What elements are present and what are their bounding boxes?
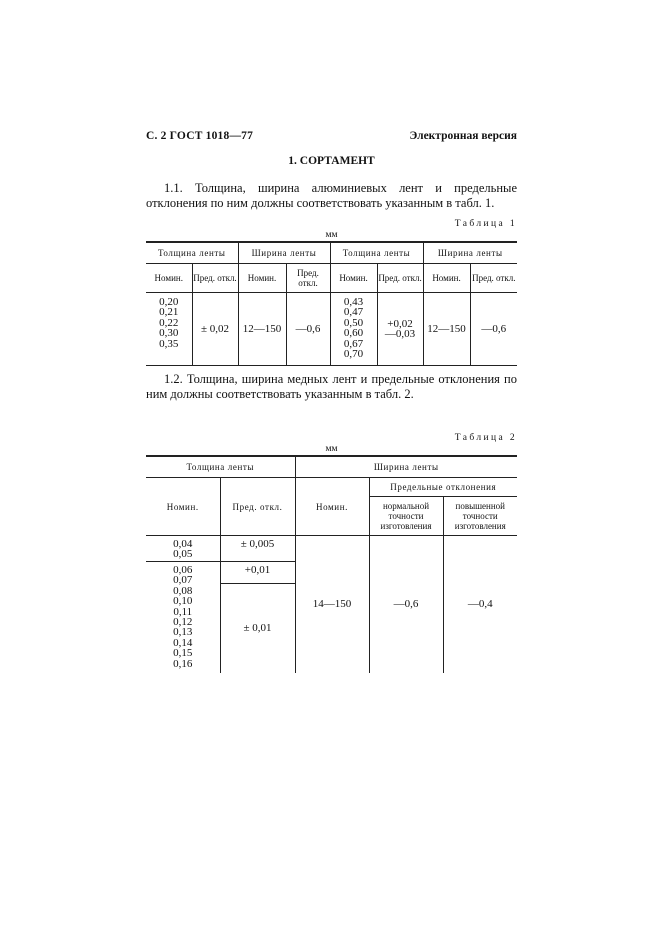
group-header: Толщина ленты bbox=[330, 242, 423, 264]
page-header-right: Электронная версия bbox=[409, 130, 517, 142]
table-cell: —0,6 bbox=[286, 293, 330, 366]
table-cell: 0,12 bbox=[173, 615, 193, 628]
table-cell: 0,67 bbox=[343, 337, 364, 350]
paragraph-number: 1.2. bbox=[164, 372, 183, 386]
deviation-cell bbox=[377, 293, 423, 366]
table-cell: —0,4 bbox=[443, 536, 517, 674]
thickness-values-cell bbox=[330, 293, 377, 366]
table-1 bbox=[146, 241, 517, 366]
table-cell: 0,15 bbox=[173, 647, 193, 660]
header-line: изготовления bbox=[454, 521, 506, 531]
table-1-units: мм bbox=[325, 230, 338, 240]
thickness-values-cell bbox=[146, 293, 192, 366]
group-header: Толщина ленты bbox=[146, 242, 238, 264]
section-title: 1. СОРТАМЕНТ bbox=[288, 155, 375, 167]
table-cell: 0,22 bbox=[159, 316, 179, 329]
table-cell: —0,6 bbox=[470, 293, 517, 366]
header-thickness: Толщина ленты bbox=[146, 456, 295, 478]
page-header-left: С. 2 ГОСТ 1018—77 bbox=[146, 130, 254, 142]
table-cell: 0,70 bbox=[343, 348, 364, 361]
table-cell: 0,16 bbox=[173, 657, 193, 670]
table-cell: 0,08 bbox=[173, 584, 193, 597]
paragraph-1-2 bbox=[146, 372, 517, 402]
table-cell: 0,04 bbox=[173, 538, 193, 550]
table-cell: +0,01 bbox=[220, 562, 295, 584]
subheader-nominal: Номин. bbox=[146, 478, 220, 536]
header-line: повышенной bbox=[455, 501, 505, 511]
subheader-width-deviations: Предельные отклонения bbox=[369, 478, 517, 497]
table-cell: 0,47 bbox=[343, 306, 364, 319]
table-cell: 0,11 bbox=[173, 605, 193, 618]
table-cell: 0,50 bbox=[343, 316, 364, 329]
paragraph-1-1 bbox=[146, 181, 517, 211]
header-line: изготовления bbox=[380, 521, 432, 531]
subheader-width-nominal: Номин. bbox=[295, 478, 369, 536]
normal-precision-header bbox=[369, 497, 443, 536]
paragraph-number: 1.1. bbox=[164, 181, 183, 195]
table-cell: 0,06 bbox=[173, 564, 193, 576]
group2-3-values bbox=[146, 562, 220, 674]
table-cell: 12—150 bbox=[238, 293, 286, 366]
subheader: Пред. откл. bbox=[377, 264, 423, 293]
group-header: Ширина ленты bbox=[238, 242, 330, 264]
table-cell: 0,13 bbox=[173, 626, 193, 639]
table-cell: 0,20 bbox=[159, 296, 179, 308]
table-cell: 12—150 bbox=[423, 293, 470, 366]
table-cell: 0,43 bbox=[343, 296, 364, 308]
table-cell: 0,07 bbox=[173, 574, 193, 587]
table-cell: —0,03 bbox=[384, 328, 416, 340]
table-2 bbox=[146, 455, 517, 673]
paragraph-text: Толщина, ширина алюминиевых лент и предельные отклонения по ним должны соответствовать указанным в табл. 1. bbox=[146, 181, 517, 210]
subheader: Пред. откл. bbox=[470, 264, 517, 293]
paragraph-text: Толщина, ширина медных лент и предельные отклонения по ним должны соответствовать указанным в табл. 2. bbox=[146, 372, 517, 401]
group1-values bbox=[146, 536, 220, 562]
table-cell: 0,10 bbox=[173, 595, 193, 608]
table-2-units: мм bbox=[325, 444, 338, 454]
subheader: Номин. bbox=[146, 264, 192, 293]
group-header: Ширина ленты bbox=[423, 242, 517, 264]
table-cell: —0,6 bbox=[369, 536, 443, 674]
subheader: Пред. откл. bbox=[192, 264, 238, 293]
table-cell: ± 0,02 bbox=[192, 293, 238, 366]
header-line: точности bbox=[388, 511, 424, 521]
subheader: Номин. bbox=[423, 264, 470, 293]
header-width: Ширина ленты bbox=[295, 456, 517, 478]
table-cell: ± 0,01 bbox=[220, 584, 295, 674]
table-cell: 0,05 bbox=[173, 548, 193, 561]
table-cell: 0,14 bbox=[173, 636, 193, 649]
subheader: Номин. bbox=[238, 264, 286, 293]
subheader: Пред. откл. bbox=[286, 264, 330, 293]
high-precision-header bbox=[443, 497, 517, 536]
table-cell: 14—150 bbox=[295, 536, 369, 674]
table-cell: 0,21 bbox=[159, 306, 179, 319]
header-line: точности bbox=[462, 511, 498, 521]
table-1-caption: Таблица 1 bbox=[454, 219, 517, 229]
table-2-caption: Таблица 2 bbox=[454, 433, 517, 443]
table-cell: 0,30 bbox=[159, 327, 179, 340]
table-cell: 0,60 bbox=[343, 327, 364, 340]
subheader-deviation: Пред. откл. bbox=[220, 478, 295, 536]
header-line: нормальной bbox=[382, 501, 430, 511]
table-cell: ± 0,005 bbox=[220, 536, 295, 562]
table-cell: 0,35 bbox=[159, 337, 179, 350]
subheader: Номин. bbox=[330, 264, 377, 293]
table-cell: +0,02 bbox=[387, 317, 413, 330]
